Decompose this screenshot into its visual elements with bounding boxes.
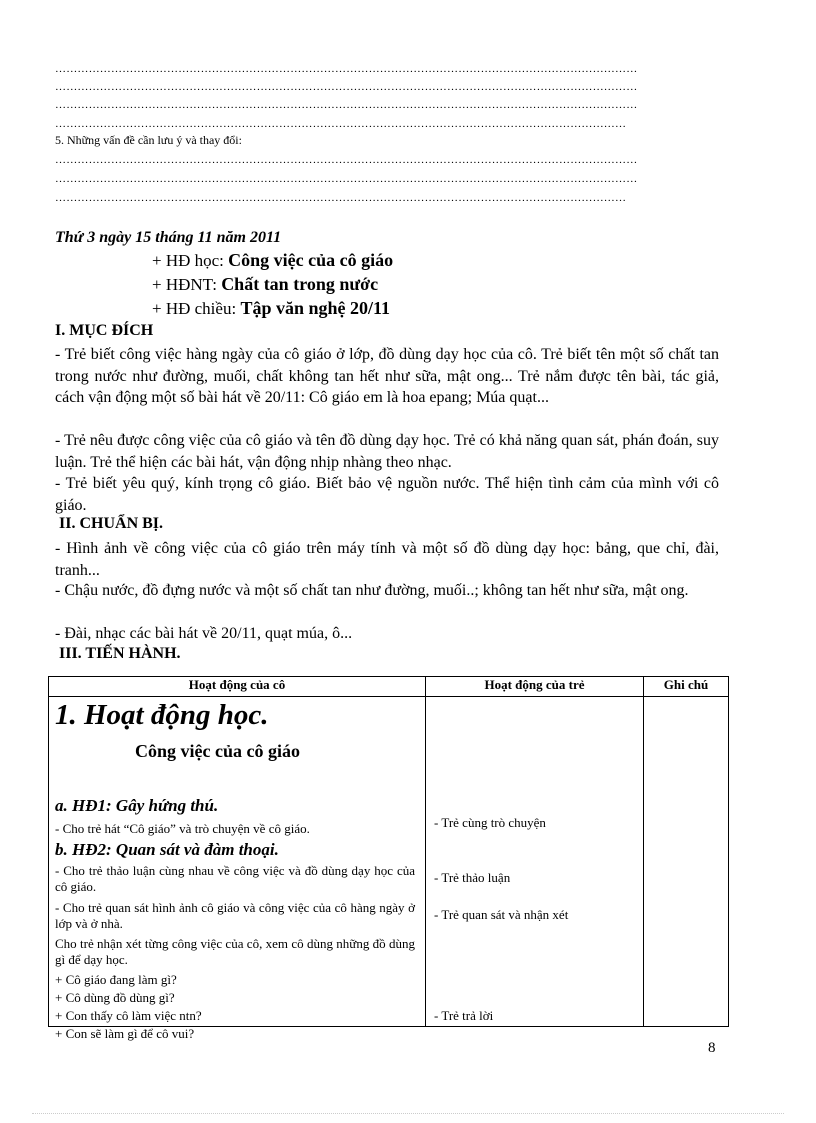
activity-afternoon: + HĐ chiều: Tập văn nghệ 20/11 (152, 298, 390, 318)
purpose-paragraph: - Trẻ nêu được công việc của cô giáo và tên đồ dùng dạy học. Trẻ có khả năng quan sát, phán đoán, suy luận. Trẻ thể hiện các bài hát, vận động nhịp nhàng theo nhạc. (55, 432, 719, 471)
child-cell (426, 697, 644, 1027)
hd2-title: b. HĐ2: Quan sát và đàm thoại. (55, 840, 279, 859)
child-activity: - Trẻ cùng trò chuyện (434, 815, 546, 830)
page-bottom-divider (32, 1113, 784, 1114)
list-item: + Cô giáo đang làm gì? (55, 972, 177, 987)
header-note: Ghi chú (644, 677, 729, 697)
section-procedure-heading: III. TIẾN HÀNH. (59, 645, 181, 662)
table-header-row (49, 677, 729, 697)
activity-main-title: 1. Hoạt động học. (55, 699, 269, 731)
note-cell (644, 697, 729, 1027)
activity-subtitle: Công việc của cô giáo (135, 741, 300, 761)
dotted-line: ………………………………………………………………………………………………………………………………………… (55, 154, 638, 166)
dotted-line: ……………………………………………………………………………………………………………………………………… (55, 192, 627, 204)
notes-heading: 5. Những vấn đề cần lưu ý và thay đổi: (55, 133, 242, 147)
dotted-line: ………………………………………………………………………………………………………………………………………… (55, 173, 638, 185)
child-activity: - Trẻ trả lời (434, 1008, 494, 1023)
prepare-paragraph: - Hình ảnh về công việc của cô giáo trên máy tính và một số đồ dùng dạy học: bảng, que chỉ, đài, tranh... (55, 540, 719, 579)
page-number: 8 (708, 1040, 716, 1056)
header-child: Hoạt động của trẻ (426, 677, 644, 697)
list-item: Cho trẻ nhận xét từng công việc của cô, xem cô dùng những đồ dùng gì để dạy học. (55, 936, 415, 967)
list-item: + Con thấy cô làm việc ntn? (55, 1008, 202, 1023)
purpose-paragraph: - Trẻ biết công việc hàng ngày của cô giáo ở lớp, đồ dùng dạy học của cô. Trẻ biết tên một số chất tan trong nước như đường, muối, chất không tan hết như sữa, mật ong... Trẻ nắm được tên bài, tác giả, cách vận động một số bài hát về 20/11: Cô giáo em là hoa epang; Múa quạt... (55, 346, 719, 406)
activity-outdoor: + HĐNT: Chất tan trong nước (152, 274, 379, 294)
purpose-paragraph: - Trẻ biết yêu quý, kính trọng cô giáo. Biết bảo vệ nguồn nước. Thể hiện tình cảm của mình với cô giáo. (55, 475, 719, 514)
list-item: + Cô dùng đồ dùng gì? (55, 990, 175, 1005)
child-activity: - Trẻ quan sát và nhận xét (434, 907, 569, 922)
hd1-text: - Cho trẻ hát “Cô giáo” và trò chuyện về cô giáo. (55, 821, 310, 836)
prepare-paragraph: - Chậu nước, đồ đựng nước và một số chất tan như đường, muối..; không tan hết như sữa, mật ong. (55, 582, 689, 599)
list-item: - Cho trẻ thảo luận cùng nhau về công việc và đồ dùng dạy học của cô giáo. (55, 863, 415, 894)
lesson-date: Thứ 3 ngày 15 tháng 11 năm 2011 (55, 229, 282, 246)
section-prepare-heading: II. CHUẨN BỊ. (59, 515, 164, 532)
dotted-line: ………………………………………………………………………………………………………………………………………… (55, 99, 638, 111)
hd1-title: a. HĐ1: Gây hứng thú. (55, 796, 219, 815)
section-purpose-heading: I. MỤC ĐÍCH (55, 322, 154, 339)
header-teacher: Hoạt động của cô (49, 677, 426, 697)
table-row (49, 697, 729, 1027)
dotted-line: ………………………………………………………………………………………………………………………………………… (55, 81, 638, 93)
dotted-line: ………………………………………………………………………………………………………………………………………… (55, 63, 638, 75)
activity-learning: + HĐ học: Công việc của cô giáo (152, 250, 394, 270)
list-item: + Con sẽ làm gì để cô vui? (55, 1026, 195, 1041)
prepare-paragraph: - Đài, nhạc các bài hát về 20/11, quạt múa, ô... (55, 625, 353, 642)
dotted-line: ……………………………………………………………………………………………………………………………………… (55, 118, 627, 130)
teacher-cell (49, 697, 426, 1041)
child-activity: - Trẻ thảo luận (434, 870, 511, 885)
list-item: - Cho trẻ quan sát hình ảnh cô giáo và công việc của cô hàng ngày ở lớp và ở nhà. (55, 900, 415, 931)
activity-table (48, 676, 729, 1041)
